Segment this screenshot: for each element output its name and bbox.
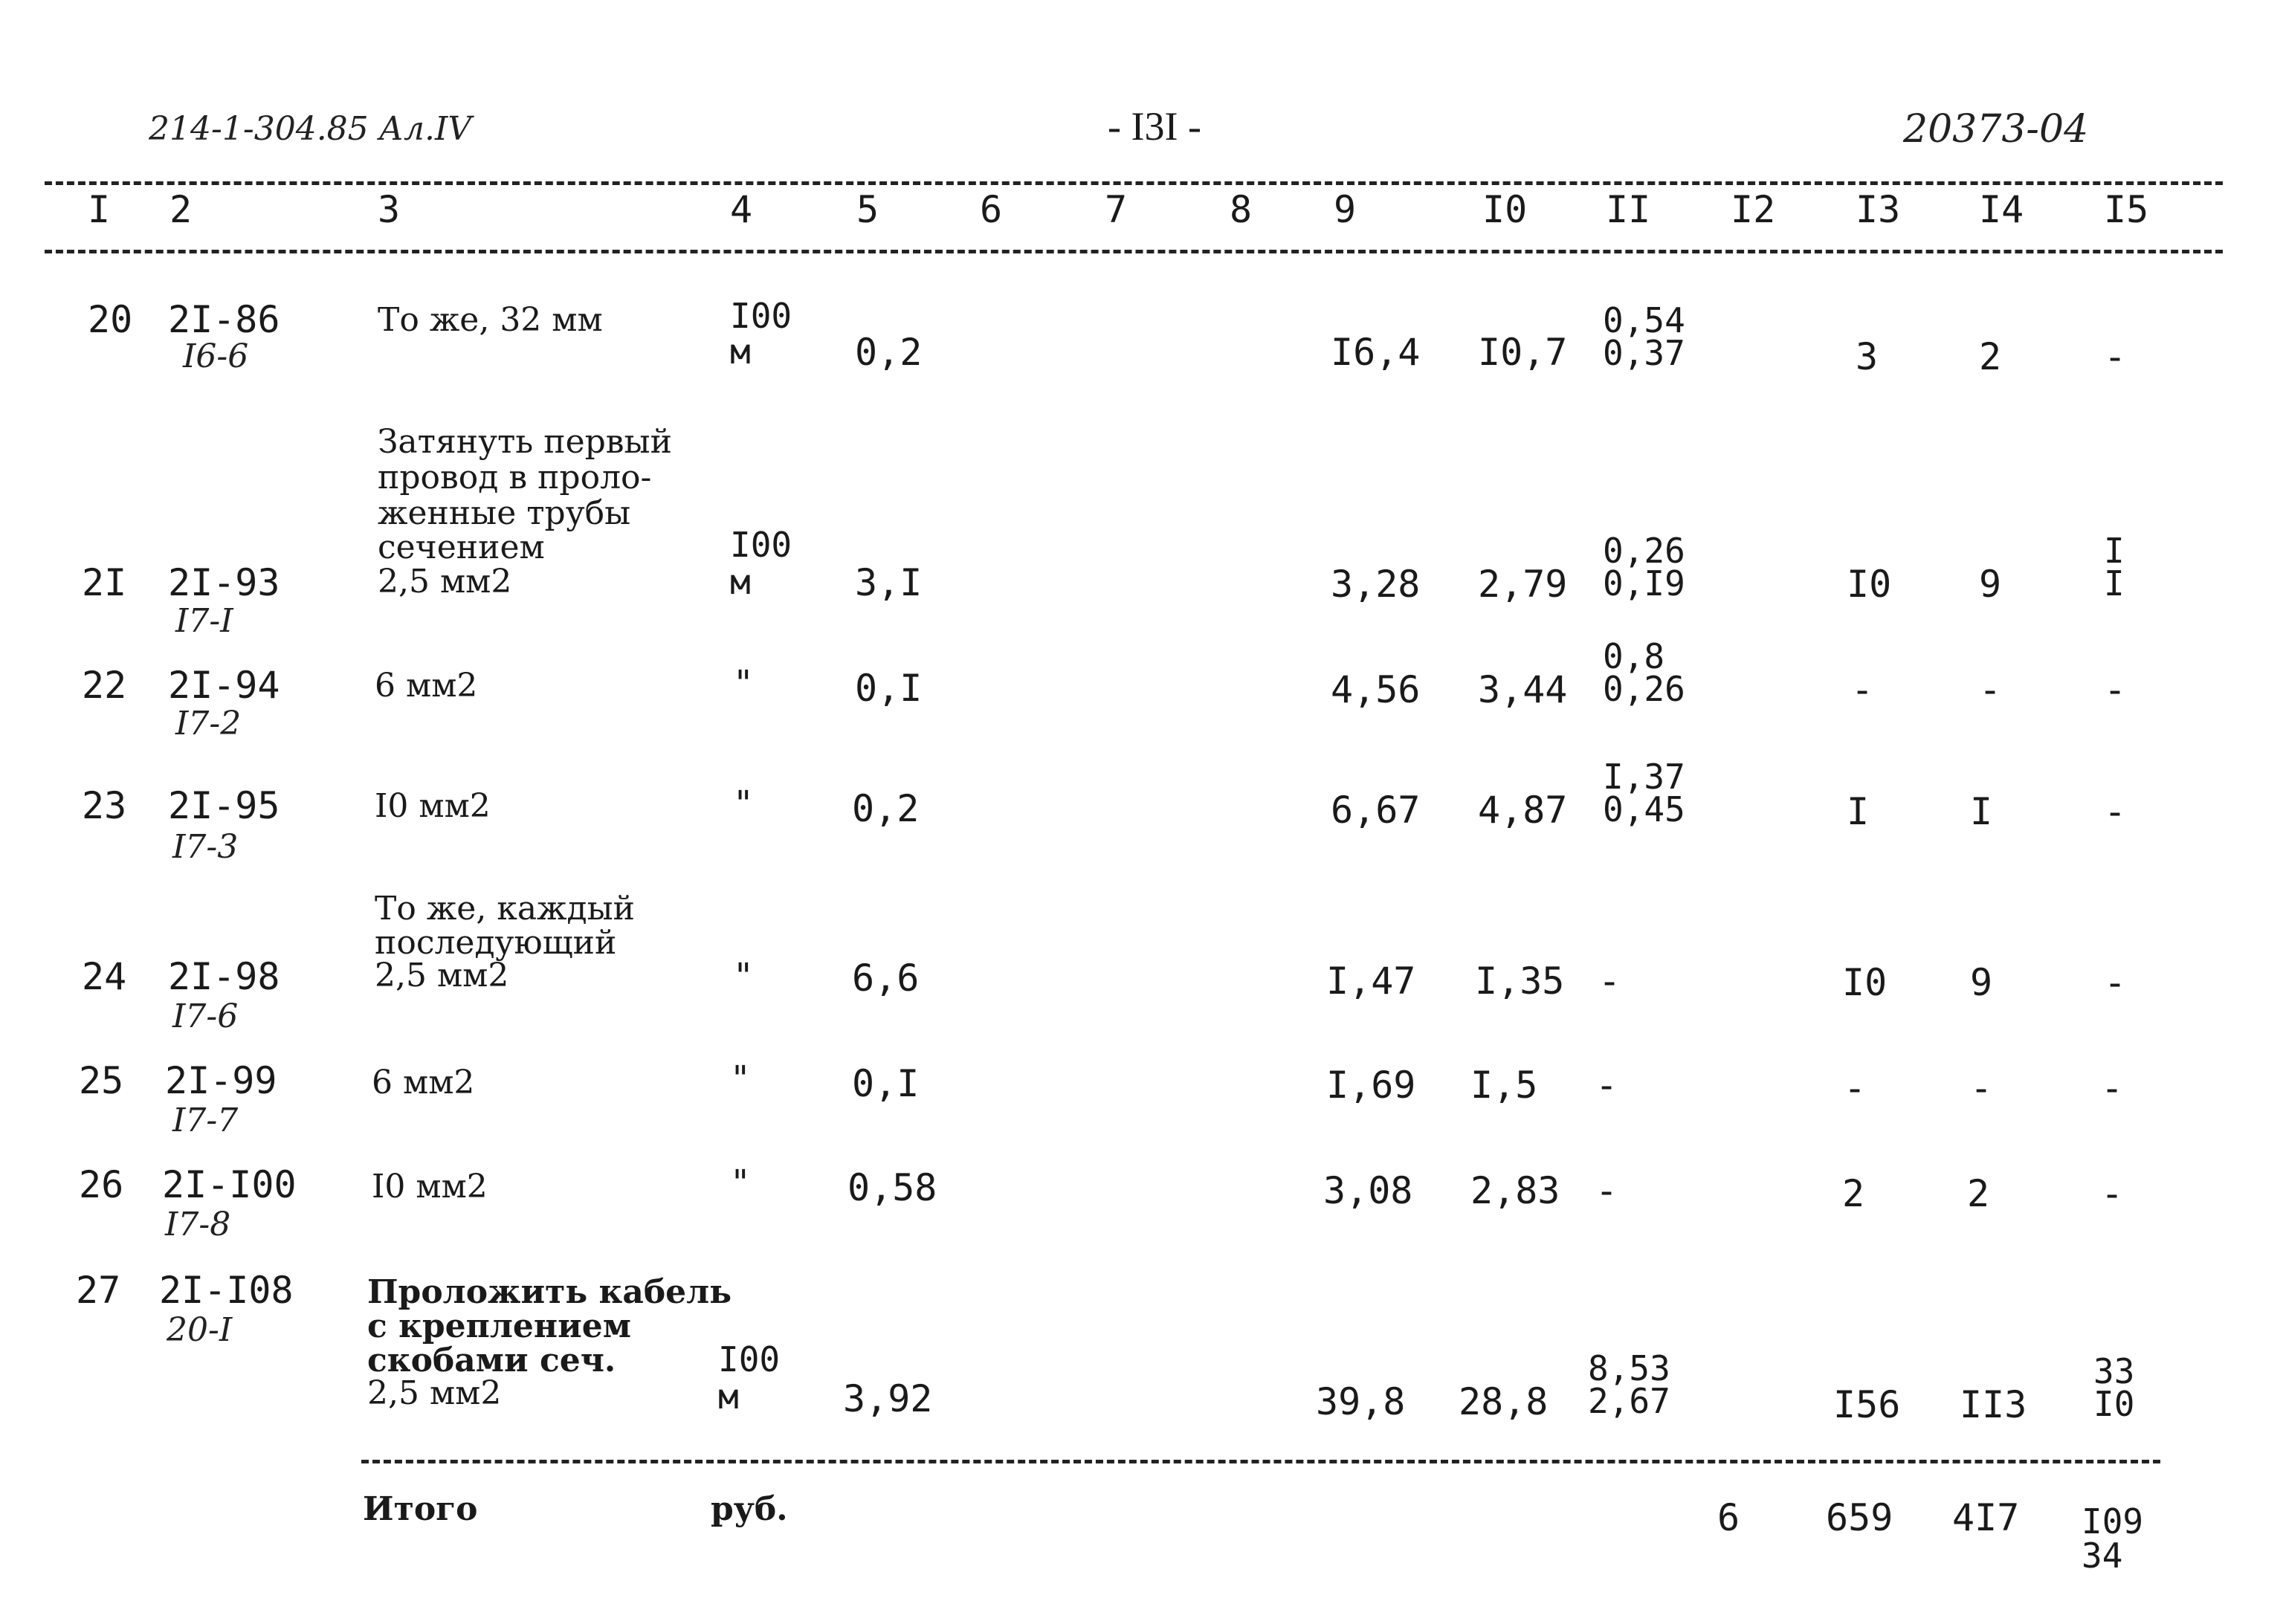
col-13-value: I0 xyxy=(1842,961,1888,1004)
price-code: 2I-I00 xyxy=(162,1163,297,1206)
work-description-line: 2,5 мм2 xyxy=(367,1374,502,1412)
col-15-value: - xyxy=(2104,961,2127,1004)
col-11-value: 0,I9 xyxy=(1603,563,1685,604)
col-11-value: - xyxy=(1595,1169,1618,1212)
col-15-value: - xyxy=(2104,790,2127,833)
col-13-value: I0 xyxy=(1847,563,1892,606)
ditto-mark: " xyxy=(733,663,754,703)
total-col-13: 659 xyxy=(1826,1496,1893,1539)
col-14-value: II3 xyxy=(1960,1383,2027,1426)
quantity: 0,I xyxy=(852,1062,920,1105)
row-number: 2I xyxy=(82,561,127,604)
work-description-line: скобами сеч. xyxy=(367,1342,616,1379)
col-13-value: - xyxy=(1851,668,1874,711)
price-subcode: I7-8 xyxy=(165,1206,231,1243)
quantity: 6,6 xyxy=(852,957,920,1000)
price-subcode: I7-3 xyxy=(172,828,239,866)
col-11-value: - xyxy=(1595,1064,1618,1107)
work-description-line: 2,5 мм2 xyxy=(375,957,509,994)
price-code: 2I-86 xyxy=(168,298,280,341)
col-15-value: - xyxy=(2101,1067,2124,1110)
unit: м xyxy=(730,331,751,372)
total-col-15-top: I09 xyxy=(2082,1501,2144,1541)
quantity: 0,2 xyxy=(852,787,920,830)
ditto-mark: " xyxy=(733,783,754,824)
work-description-line: Затянуть первый xyxy=(378,423,672,461)
unit: м xyxy=(730,562,751,602)
col-9-value: 3,28 xyxy=(1331,563,1421,606)
document-code: 214-1-304.85 Ал.IV xyxy=(149,110,472,148)
col-10-value: 2,83 xyxy=(1470,1169,1560,1212)
total-label: Итого xyxy=(363,1490,478,1528)
col-15-top-value: I xyxy=(2104,531,2125,571)
column-header-1: I xyxy=(88,188,111,231)
price-code: 2I-98 xyxy=(168,955,280,998)
quantity: 0,58 xyxy=(847,1166,937,1209)
col-14-value: 2 xyxy=(1979,335,2002,378)
total-rule xyxy=(361,1460,2160,1463)
col-9-value: I,69 xyxy=(1326,1064,1416,1107)
column-header-9: 9 xyxy=(1334,188,1357,231)
work-description-line: женные трубы xyxy=(378,494,631,532)
col-13-value: I xyxy=(1847,790,1870,833)
archive-number: 20373-04 xyxy=(1903,107,2089,152)
price-subcode: I7-I xyxy=(175,602,233,640)
row-number: 20 xyxy=(88,298,133,341)
header-bottom-rule xyxy=(45,250,2223,253)
column-header-5: 5 xyxy=(856,188,879,231)
header-top-rule xyxy=(45,181,2223,185)
col-10-value: 4,87 xyxy=(1478,789,1568,832)
work-description-line: I0 мм2 xyxy=(375,787,491,825)
work-description-line: То же, каждый xyxy=(375,890,635,928)
col-15-value: - xyxy=(2104,335,2127,378)
column-header-4: 4 xyxy=(730,188,753,231)
ditto-mark: " xyxy=(730,1162,751,1203)
row-number: 23 xyxy=(82,784,127,827)
price-code: 2I-93 xyxy=(168,561,280,604)
price-subcode: 20-I xyxy=(167,1311,233,1349)
col-15-value: I xyxy=(2104,563,2125,604)
col-13-value: 3 xyxy=(1856,335,1879,378)
work-description-line: 6 мм2 xyxy=(372,1064,475,1101)
row-number: 26 xyxy=(79,1163,124,1206)
price-subcode: I6-6 xyxy=(183,337,249,375)
col-13-value: I56 xyxy=(1833,1383,1901,1426)
quantity: 0,2 xyxy=(855,331,923,374)
total-col-12: 6 xyxy=(1717,1496,1740,1539)
column-header-15: I5 xyxy=(2104,188,2149,231)
col-10-value: I0,7 xyxy=(1478,331,1568,374)
col-15-value: - xyxy=(2101,1172,2124,1215)
price-code: 2I-95 xyxy=(168,784,280,827)
price-subcode: I7-6 xyxy=(172,997,239,1035)
total-unit: руб. xyxy=(711,1490,788,1528)
price-code: 2I-99 xyxy=(165,1059,277,1102)
column-header-14: I4 xyxy=(1979,188,2024,231)
work-description-line: То же, 32 мм xyxy=(378,301,603,339)
work-description-line: 2,5 мм2 xyxy=(378,563,512,601)
col-11-top-value: 0,54 xyxy=(1603,300,1685,340)
row-number: 24 xyxy=(82,955,127,998)
page-number: - I3I - xyxy=(1108,104,1201,149)
unit: м xyxy=(718,1376,739,1417)
col-11-top-value: I,37 xyxy=(1603,757,1685,797)
column-header-2: 2 xyxy=(169,188,193,231)
col-15-value: I0 xyxy=(2093,1384,2135,1424)
work-description-line: с креплением xyxy=(367,1307,631,1345)
column-header-12: I2 xyxy=(1731,188,1776,231)
col-9-value: 4,56 xyxy=(1331,668,1421,711)
column-header-11: II xyxy=(1606,188,1651,231)
work-description-line: сечением xyxy=(378,528,545,566)
ditto-mark: " xyxy=(730,1058,751,1099)
col-14-value: 9 xyxy=(1970,961,1993,1004)
col-10-value: I,35 xyxy=(1475,960,1565,1003)
column-header-8: 8 xyxy=(1230,188,1253,231)
price-code: 2I-94 xyxy=(168,664,280,707)
col-14-value: I xyxy=(1970,790,1993,833)
col-14-value: - xyxy=(1979,668,2002,711)
col-14-value: 9 xyxy=(1979,563,2002,606)
col-14-value: - xyxy=(1970,1067,1993,1110)
work-description-line: последующий xyxy=(375,924,617,962)
col-10-value: 3,44 xyxy=(1478,668,1568,711)
column-header-3: 3 xyxy=(378,188,401,231)
price-subcode: I7-7 xyxy=(172,1101,239,1139)
column-header-10: I0 xyxy=(1482,188,1528,231)
row-number: 27 xyxy=(76,1269,121,1312)
col-13-value: - xyxy=(1844,1067,1867,1110)
total-col-14: 4I7 xyxy=(1952,1496,2020,1539)
unit-multiplier: I00 xyxy=(730,296,792,336)
col-9-value: 6,67 xyxy=(1331,789,1421,832)
column-header-6: 6 xyxy=(980,188,1003,231)
ditto-mark: " xyxy=(733,956,754,996)
column-header-13: I3 xyxy=(1856,188,1901,231)
col-11-value: 2,67 xyxy=(1588,1381,1670,1421)
work-description-line: Проложить кабель xyxy=(367,1273,732,1311)
work-description-line: 6 мм2 xyxy=(375,667,478,705)
price-code: 2I-I08 xyxy=(159,1269,294,1312)
col-10-value: I,5 xyxy=(1470,1064,1538,1107)
quantity: 3,92 xyxy=(843,1377,933,1420)
col-11-top-value: 0,8 xyxy=(1603,636,1665,676)
col-11-value: 0,45 xyxy=(1603,789,1685,829)
col-9-value: I,47 xyxy=(1326,960,1416,1003)
col-15-top-value: 33 xyxy=(2093,1351,2135,1391)
unit-multiplier: I00 xyxy=(730,525,792,565)
col-11-top-value: 8,53 xyxy=(1588,1348,1670,1388)
col-9-value: 3,08 xyxy=(1323,1169,1413,1212)
col-10-value: 28,8 xyxy=(1459,1380,1549,1423)
price-subcode: I7-2 xyxy=(175,705,242,743)
work-description-line: I0 мм2 xyxy=(372,1168,488,1206)
col-11-top-value: 0,26 xyxy=(1603,531,1685,571)
col-10-value: 2,79 xyxy=(1478,563,1568,606)
total-col-15: 34 xyxy=(2082,1536,2123,1576)
col-9-value: 39,8 xyxy=(1316,1380,1406,1423)
col-15-value: - xyxy=(2104,668,2127,711)
work-description-line: провод в проло- xyxy=(378,459,652,496)
quantity: 3,I xyxy=(855,561,923,604)
row-number: 25 xyxy=(79,1059,124,1102)
col-13-value: 2 xyxy=(1842,1172,1865,1215)
quantity: 0,I xyxy=(855,667,923,710)
row-number: 22 xyxy=(82,664,127,707)
col-11-value: 0,37 xyxy=(1603,333,1685,373)
column-header-7: 7 xyxy=(1105,188,1128,231)
col-11-value: 0,26 xyxy=(1603,669,1685,709)
unit-multiplier: I00 xyxy=(718,1339,781,1379)
col-11-value: - xyxy=(1598,960,1621,1003)
col-9-value: I6,4 xyxy=(1331,331,1421,374)
col-14-value: 2 xyxy=(1967,1172,1990,1215)
